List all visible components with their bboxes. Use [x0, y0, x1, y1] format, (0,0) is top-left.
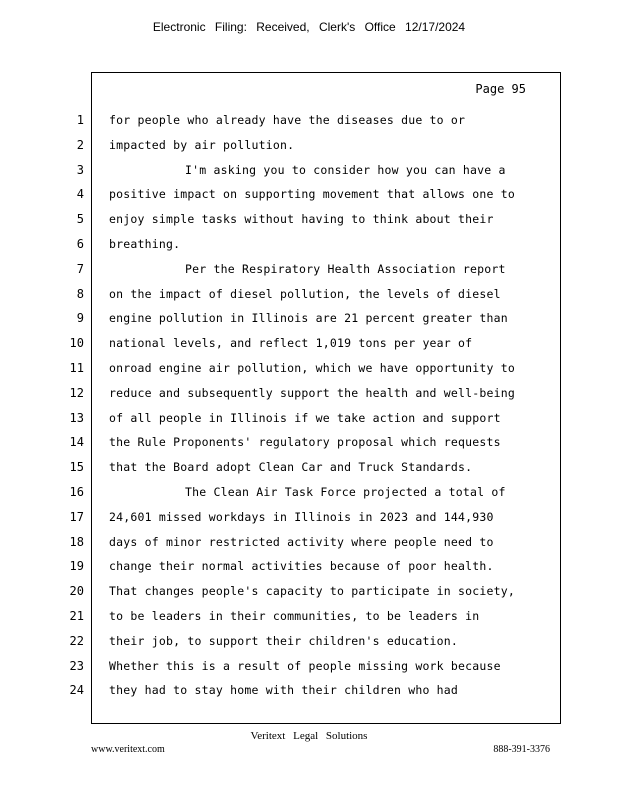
footer-company: Veritext Legal Solutions: [250, 730, 368, 742]
line-number: 6: [76, 236, 84, 251]
line-number: 19: [69, 559, 84, 574]
line-number: 15: [69, 460, 84, 475]
footer-website: www.veritext.com: [91, 744, 165, 755]
transcript-line: breathing.: [109, 236, 181, 251]
line-number: 3: [76, 162, 84, 177]
line-number: 2: [76, 137, 84, 152]
line-number: 10: [69, 336, 84, 351]
transcript-line: That changes people's capacity to participate in society,: [109, 584, 516, 599]
line-number: 17: [69, 509, 84, 524]
line-number: 8: [76, 286, 84, 301]
line-number: 9: [76, 311, 84, 326]
line-number: 13: [69, 410, 84, 425]
line-number: 14: [69, 435, 84, 450]
transcript-line: Whether this is a result of people missing work because: [109, 658, 501, 673]
transcript-text-column: [109, 108, 559, 703]
footer-phone: 888-391-3376: [493, 744, 550, 755]
transcript-line: that the Board adopt Clean Car and Truck Standards.: [109, 460, 473, 475]
transcript-line: 24,601 missed workdays in Illinois in 2023 and 144,930: [109, 509, 494, 524]
transcript-line: reduce and subsequently support the health and well-being: [109, 385, 516, 400]
transcript-line: Per the Respiratory Health Association report: [185, 261, 506, 276]
transcript-line: their job, to support their children's education.: [109, 633, 459, 648]
page-number: Page 95: [475, 82, 526, 96]
transcript-line: onroad engine air pollution, which we have opportunity to: [109, 360, 516, 375]
line-number: 5: [76, 212, 84, 227]
line-number: 7: [76, 261, 84, 276]
transcript-line: they had to stay home with their children who had: [109, 683, 459, 698]
transcript-line: enjoy simple tasks without having to think about their: [109, 212, 494, 227]
transcript-line: to be leaders in their communities, to be leaders in: [109, 608, 480, 623]
transcript-line: impacted by air pollution.: [109, 137, 295, 152]
line-number: 4: [76, 187, 84, 202]
transcript-line: The Clean Air Task Force projected a total of: [185, 484, 506, 499]
line-number: 16: [69, 484, 84, 499]
transcript-line: change their normal activities because of poor health.: [109, 559, 494, 574]
line-number: 18: [69, 534, 84, 549]
line-number: 22: [69, 633, 84, 648]
transcript-line: national levels, and reflect 1,019 tons per year of: [109, 336, 473, 351]
line-number: 24: [69, 683, 84, 698]
transcript-line: for people who already have the diseases due to or: [109, 113, 466, 127]
line-number: 23: [69, 658, 84, 673]
line-number: 11: [69, 360, 84, 375]
line-number: 1: [76, 113, 84, 127]
transcript-line: engine pollution in Illinois are 21 percent greater than: [109, 311, 508, 326]
filing-stamp-header: Electronic Filing: Received, Clerk's Office 12/17/2024: [152, 20, 466, 34]
transcript-line: days of minor restricted activity where people need to: [109, 534, 494, 549]
line-number-column: [60, 108, 84, 703]
line-number: 21: [69, 608, 84, 623]
transcript-line: I'm asking you to consider how you can have a: [185, 162, 506, 177]
transcript-line: on the impact of diesel pollution, the levels of diesel: [109, 286, 501, 301]
transcript-line: of all people in Illinois if we take action and support: [109, 410, 501, 425]
line-number: 12: [69, 385, 84, 400]
transcript-line: positive impact on supporting movement that allows one to: [109, 187, 516, 202]
line-number: 20: [69, 584, 84, 599]
transcript-line: the Rule Proponents' regulatory proposal which requests: [109, 435, 501, 450]
